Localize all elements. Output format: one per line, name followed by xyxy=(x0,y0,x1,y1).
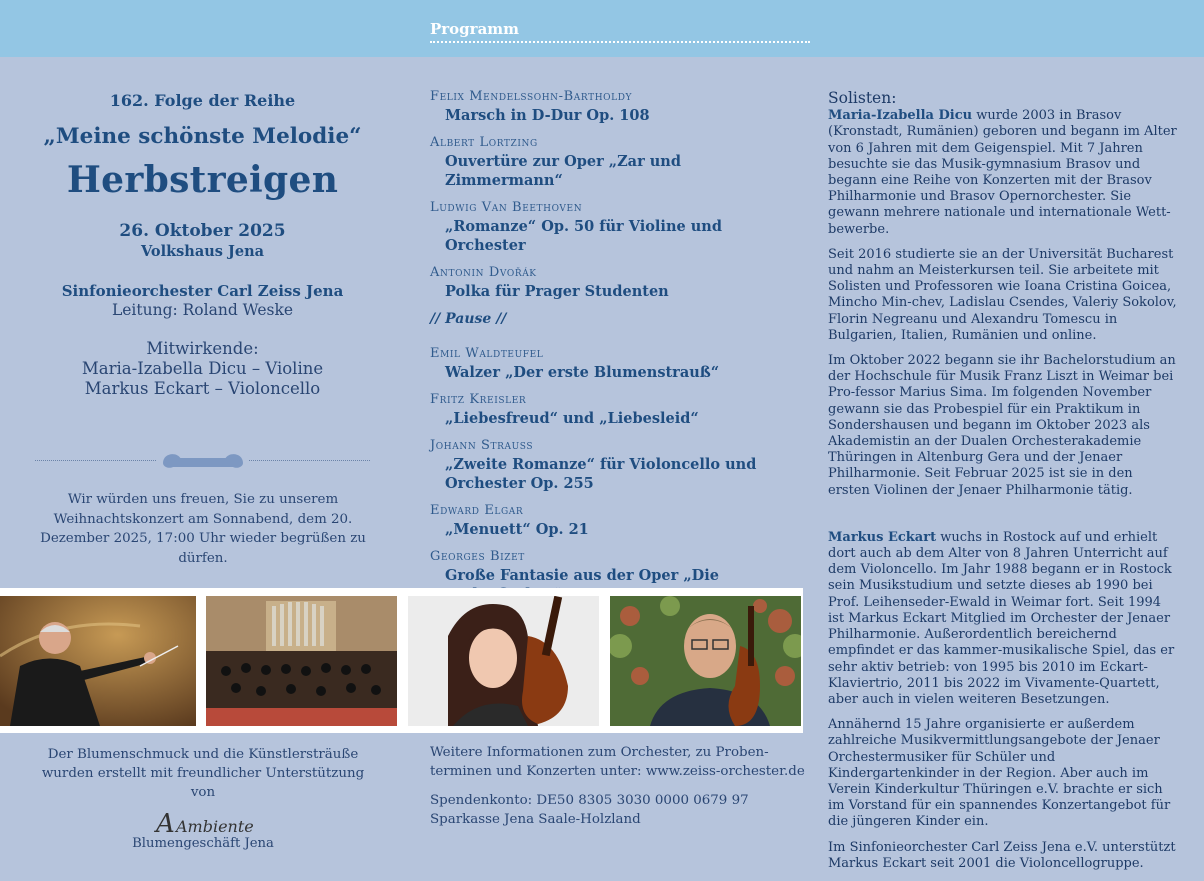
soloists-heading: Solisten: xyxy=(828,89,897,107)
violinist-photo xyxy=(408,596,599,726)
section-title: Programm xyxy=(430,20,520,38)
svg-text:Ambiente: Ambiente xyxy=(176,817,254,836)
program-item xyxy=(430,134,800,190)
soloist-name: Markus Eckart xyxy=(828,529,937,545)
sponsor-note xyxy=(28,745,378,853)
orchestra-photo xyxy=(206,596,397,726)
intermission: // Pause // xyxy=(430,311,507,327)
shop-name: Blumengeschäft Jena xyxy=(132,836,274,851)
work-title: Ouvertüre zur Oper „Zar und Zimmermann“ xyxy=(445,153,681,189)
conductor-photo xyxy=(0,596,196,726)
composer: Antonin Dvořák xyxy=(430,265,537,280)
bio-paragraph: Seit 2016 studierte sie an der Universität Bucharest und nahm an Meisterkursen teil. Sie arbeitete mit Solisten und Professoren wie Ioana Cristina Goicea, Mincho Min-chev, Ladislau Csendes, Valeriy Sokolov, Florin Negreanu und Alexandru Tomescu in Bulgarien, Italien, Rumänien und online. xyxy=(828,246,1177,343)
header-bar xyxy=(0,0,1204,57)
work-title: Walzer „Der erste Blumenstrauß“ xyxy=(445,364,720,381)
program-item xyxy=(430,264,800,301)
soloist-name: Maria-Izabella Dicu xyxy=(828,108,973,124)
concert-date: 26. Oktober 2025 xyxy=(119,221,286,241)
program-item xyxy=(430,391,800,428)
participant: Markus Eckart – Violoncello xyxy=(84,379,321,398)
program-item xyxy=(430,502,800,539)
ambiente-logo xyxy=(28,808,378,839)
svg-text:A: A xyxy=(156,809,175,839)
cellist-photo xyxy=(610,596,801,726)
work-title: „Zweite Romanze“ für Violoncello und Orchester Op. 255 xyxy=(445,456,757,492)
work-title: „Menuett“ Op. 21 xyxy=(445,521,589,538)
bio-paragraph: Annähernd 15 Jahre organisierte er außerdem zahlreiche Musikvermittlungsangebote der Jenaer Orchestermusiker für Schüler und Kindergartenkinder in der Region. Aber auch im Verein Kinderkultur Thüringen e.V. brachte er sich im Vorstand für ein spannendes Konzertangebot für die jüngeren Kinder ein. xyxy=(828,717,1171,830)
composer: Johann Strauss xyxy=(430,438,534,453)
bio-paragraph: Markus Eckart wuchs in Rostock auf und erhielt dort auch ab dem Alter von 8 Jahren Unterricht auf dem Violoncello. Im Jahr 1988 begann er in Rostock sein Musikstudium und setzte dieses ab 1990 bei Prof. Leihenseder-Ewald in Weimar fort. Seit 1994 ist Markus Eckart Mitglied im Orchester der Jenaer Philharmonie. Außerordentlich bereichernd empfindet er das kammer-musikalische Spiel, das er sehr aktiv betrieb: von 1995 bis 2010 im Eckart-Klaviertrio, 2011 bis 2022 im Vivamente-Quartett, aber auch in vielen weiteren Besetzungen. xyxy=(828,529,1175,707)
composer: Emil Waldteufel xyxy=(430,346,544,361)
composer: Felix Mendelssohn-Bartholdy xyxy=(430,89,633,104)
composer: Ludwig Van Beethoven xyxy=(430,200,583,215)
series-number: 162. Folge der Reihe xyxy=(109,91,296,110)
program-item xyxy=(430,437,800,493)
photo-strip xyxy=(0,588,803,733)
work-title: Polka für Prager Studenten xyxy=(445,283,669,300)
composer: Edward Elgar xyxy=(430,503,524,518)
participant: Maria-Izabella Dicu – Violine xyxy=(81,359,324,378)
ornament-divider xyxy=(35,455,370,465)
info-text: Weitere Informationen zum Orchester, zu Proben-terminen und Konzerten unter: www.zeiss-orchester.de xyxy=(430,745,805,779)
scroll-ornament-icon xyxy=(157,447,249,473)
composer: Fritz Kreisler xyxy=(430,392,527,407)
conductor: Leitung: Roland Weske xyxy=(111,301,294,319)
work-title: „Liebesfreud“ und „Liebesleid“ xyxy=(445,410,699,427)
concert-venue: Volkshaus Jena xyxy=(140,243,265,260)
invitation-text: Wir würden uns freuen, Sie zu unserem Weihnachtskonzert am Sonnabend, dem 20. Dezember 2025, 17:00 Uhr wieder begrüßen zu dürfen. xyxy=(40,492,366,566)
program-item xyxy=(430,199,800,255)
concert-title: Herbstreigen xyxy=(66,159,339,201)
program-item xyxy=(430,88,800,125)
bio-paragraph: Maria-Izabella Dicu wurde 2003 in Brasov (Kronstadt, Rumänien) geboren und begann im Alter von 6 Jahren mit dem Geigenspiel. Mit 7 Jahren besuchte sie das Musik-gymnasium Brasov und begann eine Reihe von Konzerten mit der Brasov Philharmonie und Brasov Opernorchester. Sie gewann mehrere nationale und internationale Wett-bewerbe. xyxy=(828,108,1177,237)
bio-paragraph: Im Oktober 2022 begann sie ihr Bachelorstudium an der Hochschule für Musik Franz Liszt in Weimar bei Pro-fessor Marius Sima. Im folgenden November gewann sie das Probespiel für ein Praktikum in Sondershausen und begann im Oktober 2023 als Akademistin an der Dualen Orchesterakademie Thüringen in Altenburg Gera und der Jenaer Philharmonie. Seit Februar 2025 ist sie in den ersten Violinen der Jenaer Philharmonie tätig. xyxy=(828,353,1176,498)
composer: Georges Bizet xyxy=(430,549,525,564)
work-title: Marsch in D-Dur Op. 108 xyxy=(445,107,650,124)
header-dotted-rule xyxy=(430,41,810,43)
bio-paragraph: Im Sinfonieorchester Carl Zeiss Jena e.V. unterstützt Markus Eckart seit 2001 die Violoncellogruppe. xyxy=(828,839,1176,871)
soloists-bios xyxy=(828,90,1178,881)
participants xyxy=(30,339,375,399)
orchestra-name: Sinfonieorchester Carl Zeiss Jena xyxy=(61,282,344,300)
sponsor-text: Der Blumenschmuck und die Künstlersträuße wurden erstellt mit freundlicher Unterstützung von xyxy=(41,747,365,800)
bank-info: Spendenkonto: DE50 8305 3030 0000 0679 97 Sparkasse Jena Saale-Holzland xyxy=(430,793,749,827)
program-list xyxy=(430,88,800,613)
info-block xyxy=(430,743,810,839)
program-item xyxy=(430,345,800,382)
concert-info xyxy=(30,88,375,399)
work-title: „Romanze“ Op. 50 für Violine und Orchester xyxy=(445,218,722,254)
series-motto: „Meine schönste Melodie“ xyxy=(43,124,362,149)
composer: Albert Lortzing xyxy=(430,135,538,150)
participants-heading: Mitwirkende: xyxy=(146,339,259,358)
work-title: Große Fantasie aus der Oper „Die xyxy=(445,567,719,584)
